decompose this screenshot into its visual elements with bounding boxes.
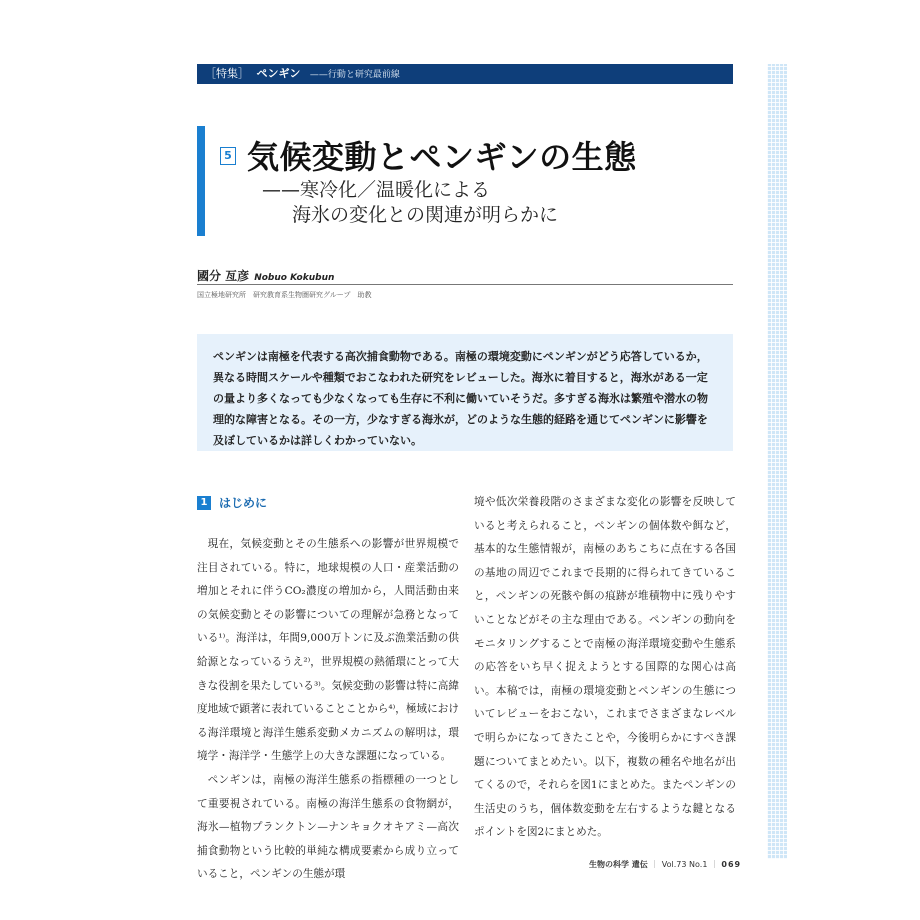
article-subtitle-line2: 海氷の変化との関連が明らかに xyxy=(292,204,559,226)
article-subtitle xyxy=(262,178,558,228)
journal-name: 生物の科学 遺伝 xyxy=(589,860,648,869)
body-paragraph: 境や低次栄養段階のさまざまな変化の影響を反映していると考えられること，ペンギンの個体数や餌など，基本的な生態情報が，南極のあちこちに点在する各国の基地の周辺でこれまで長期的に得られてきていること，ペンギンの死骸や餌の痕跡が堆積物中に残りやすいことなどがその主な理由である。ペンギンの動向をモニタリングすることで南極の海洋環境変動や生態系の応答をいち早く捉えようとする国際的な関心は高い。本稿では，南極の環境変動とペンギンの生態についてレビューをおこない，これまでさまざまなレベルで明らかになってきたことや，今後明らかにすべき課題についてまとめたい。以下，複数の種名や地名が出てくるので，それらを図1にまとめた。またペンギンの生活史のうち，個体数変動を左右するような鍵となるポイントを図2にまとめた。 xyxy=(474,496,736,839)
feature-topic: ペンギン xyxy=(256,67,301,80)
side-grid-decoration xyxy=(767,64,787,859)
abstract-box: ペンギンは南極を代表する高次捕食動物である。南極の環境変動にペンギンがどう応答しているか，異なる時間スケールや種類でおこなわれた研究をレビューした。海氷に着目すると，海氷がある一定の量より多くなっても少なくなっても生存に不利に働いていそうだ。多すぎる海氷は繁殖や潜水の物理的な障害となる。その一方，少なすぎる海氷が，どのような生態的経路を通じてペンギンに影響を及ぼしているかは詳しくわかっていない。 xyxy=(197,334,733,451)
journal-volume: Vol.73 No.1 xyxy=(661,860,708,869)
author-affiliation: 国立極地研究所 研究教育系生物圏研究グループ 助教 xyxy=(197,291,372,299)
body-column-right xyxy=(474,491,736,839)
feature-tag: ［特集］ xyxy=(205,67,249,80)
section-number: 1 xyxy=(197,496,211,510)
author-name: 國分 亙彦 xyxy=(197,269,250,283)
body-column-left xyxy=(197,533,459,881)
author-name-roman: Nobuo Kokubun xyxy=(254,273,335,283)
feature-banner xyxy=(197,64,733,84)
article-title: 気候変動とペンギンの生態 xyxy=(247,138,637,176)
body-paragraph: 現在，気候変動とその生態系への影響が世界規模で注目されている。特に，地球規模の人口・産業活動の増加とそれに伴うCO₂濃度の増加から，人間活動由来の気候変動とその影響についての理解が急務となっている¹⁾。海洋は，年間9,000万トンに及ぶ漁業活動の供給源となっているうえ²⁾，世界規模の熱循環にとって大きな役割を果たしている³⁾。気候変動の影響は特に高緯度地域で顕著に表れていることことから⁴⁾，極域における海洋環境と海洋生態系変動メカニズムの解明は，環境学・海洋学・生態学上の大きな課題になっている。 xyxy=(197,538,459,763)
article-number: 5 xyxy=(220,147,236,165)
body-paragraph: ペンギンは，南極の海洋生態系の指標種の一つとして重要視されている。南極の海洋生態系の食物網が，海氷—植物プランクトン—ナンキョクオキアミ—高次捕食動物という比較的単純な構成要素から成り立っていること，ペンギンの生態が環 xyxy=(197,773,459,881)
page-footer: 生物の科学 遺伝 ｜ Vol.73 No.1 ｜ 069 xyxy=(589,860,742,869)
author-divider xyxy=(197,284,733,285)
page-number: 069 xyxy=(721,860,742,869)
title-accent-bar xyxy=(197,126,205,236)
section-title: はじめに xyxy=(219,496,268,510)
section-heading xyxy=(197,492,453,511)
author-byline xyxy=(197,267,334,284)
article-subtitle-line1: ——寒冷化／温暖化による xyxy=(262,179,491,201)
feature-subtitle: ——行動と研究最前線 xyxy=(309,70,400,80)
